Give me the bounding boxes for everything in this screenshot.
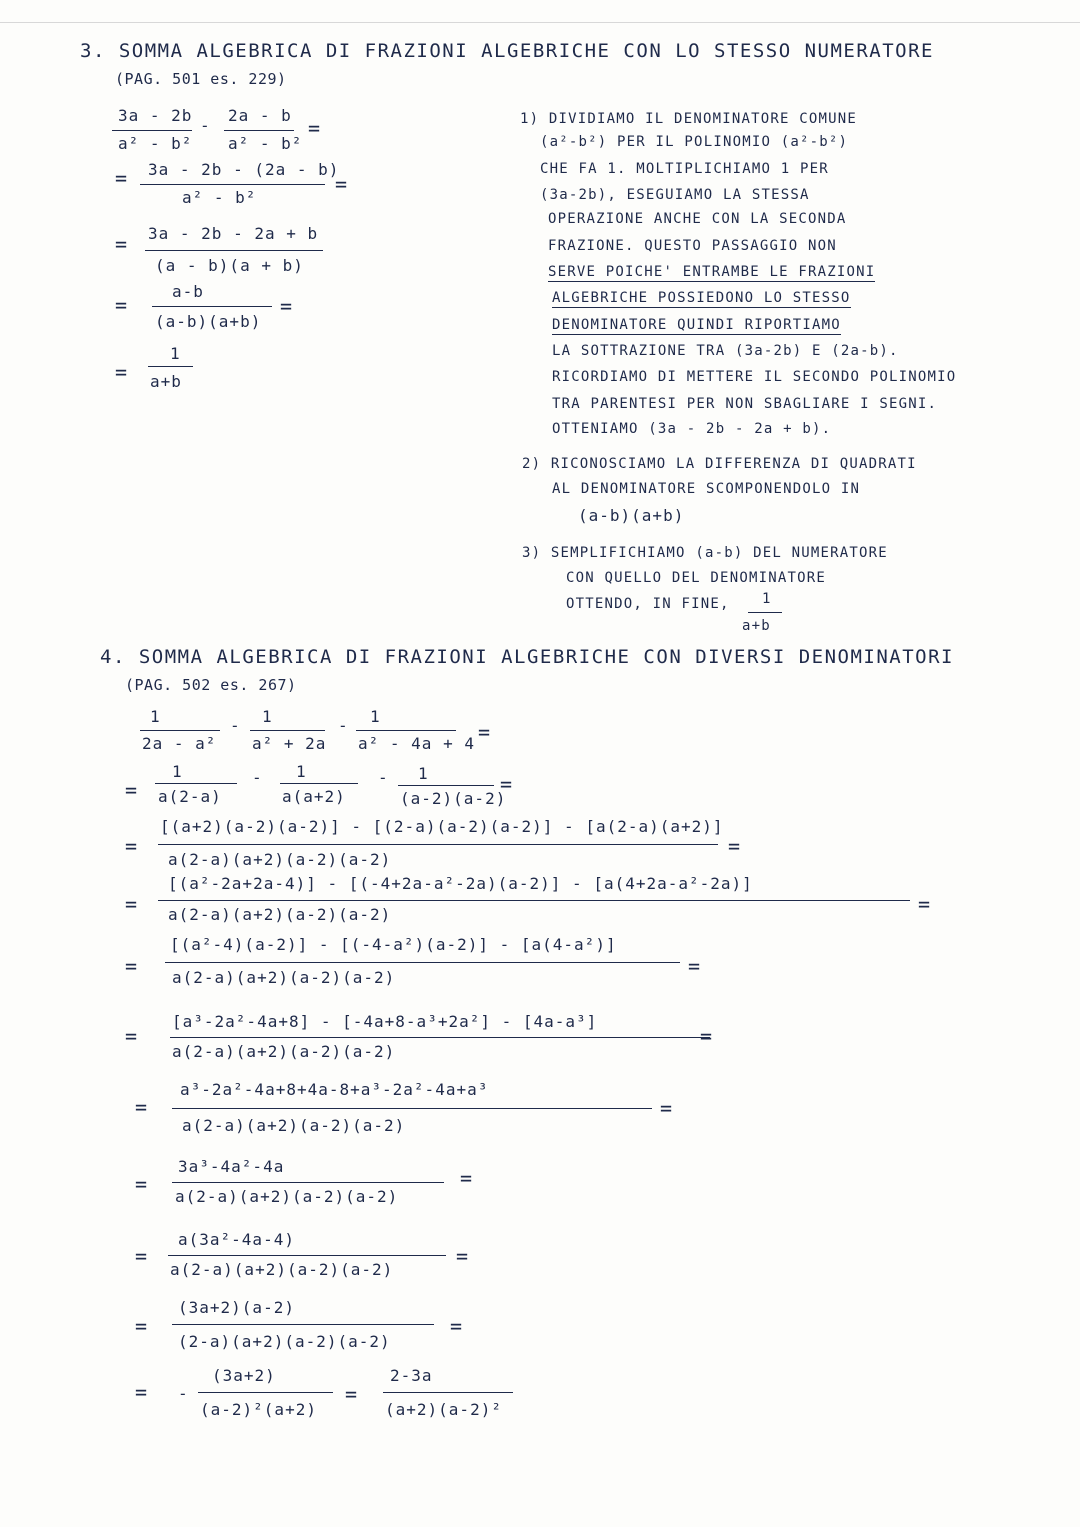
note-line: TRA PARENTESI PER NON SBAGLIARE I SEGNI. (552, 396, 938, 412)
step-bar (158, 900, 910, 901)
step-3-denominator: (a-b)(a+b) (155, 312, 262, 331)
fraction-numerator: 1 (418, 764, 429, 783)
note-line: (a²-b²) PER IL POLINOMIO (a²-b²) (540, 134, 849, 150)
equals-sign: = (115, 293, 128, 317)
step-denominator: a(2-a)(a+2)(a-2)(a-2) (170, 1260, 394, 1279)
equals-sign: = (460, 1166, 473, 1190)
step-numerator: [a³-2a²-4a+8] - [-4a+8-a³+2a²] - [4a-a³] (172, 1012, 598, 1031)
note-line: CON QUELLO DEL DENOMINATORE (566, 570, 826, 586)
step-numerator: (3a+2) (212, 1366, 276, 1385)
note-line: 1) DIVIDIAMO IL DENOMINATORE COMUNE (520, 111, 858, 127)
step-1-numerator: 3a - 2b - (2a - b) (148, 160, 340, 179)
note-line: AL DENOMINATORE SCOMPONENDOLO IN (552, 481, 861, 497)
note-line: (a-b)(a+b) (578, 506, 685, 525)
equals-sign: = (500, 772, 513, 796)
note-line: (3a-2b), ESEGUIAMO LA STESSA (540, 187, 810, 203)
equals-sign: = (115, 166, 128, 190)
minus-sign: - (200, 116, 211, 135)
fraction-numerator: 1 (296, 762, 307, 781)
step-3-bar (152, 306, 272, 307)
section-3-reference: (PAG. 501 es. 229) (115, 70, 287, 88)
step-numerator: [(a+2)(a-2)(a-2)] - [(2-a)(a-2)(a-2)] - [a(2-a)(a+2)] (160, 817, 724, 836)
minus-sign: - (178, 1384, 189, 1403)
fraction-2-bar (224, 130, 294, 131)
step-bar (198, 1392, 333, 1393)
fraction-denominator: a(2-a) (158, 787, 222, 806)
minus-sign: - (252, 768, 263, 787)
equals-sign: = (345, 1382, 358, 1406)
note-line: OTTENIAMO (3a - 2b - 2a + b). (552, 421, 832, 437)
equals-sign: = (280, 294, 293, 318)
equals-sign: = (918, 892, 931, 916)
fraction-bar (356, 730, 456, 731)
equals-sign: = (450, 1314, 463, 1338)
equals-sign: = (728, 834, 741, 858)
minus-sign: - (230, 716, 241, 735)
step-denominator: a(2-a)(a+2)(a-2)(a-2) (175, 1187, 399, 1206)
step-numerator: [(a²-2a+2a-4)] - [(-4+2a-a²-2a)(a-2)] - [a(4+2a-a²-2a)] (168, 874, 753, 893)
step-bar (172, 1324, 434, 1325)
fraction-denominator: a² + 2a (252, 734, 327, 753)
step-numerator: [(a²-4)(a-2)] - [(-4-a²)(a-2)] - [a(4-a²)] (170, 935, 617, 954)
equals-sign: = (125, 834, 138, 858)
fraction-bar (140, 730, 220, 731)
result-bar (148, 366, 193, 367)
fraction-denominator: 2a - a² (142, 734, 217, 753)
note-line: OPERAZIONE ANCHE CON LA SECONDA (548, 211, 847, 227)
step-2-bar (145, 250, 323, 251)
note-result-numerator: 1 (762, 591, 772, 607)
step-denominator: a(2-a)(a+2)(a-2)(a-2) (168, 905, 392, 924)
note-line: OTTENDO, IN FINE, (566, 596, 730, 612)
step-bar (165, 962, 680, 963)
equals-sign: = (456, 1244, 469, 1268)
fraction-denominator: a(a+2) (282, 787, 346, 806)
fraction-1-bar (112, 130, 192, 131)
step-1-denominator: a² - b² (182, 188, 257, 207)
note-line: FRAZIONE. QUESTO PASSAGGIO NON (548, 238, 837, 254)
note-line: 2) RICONOSCIAMO LA DIFFERENZA DI QUADRATI (522, 456, 917, 472)
note-result-bar (748, 612, 782, 613)
step-2-denominator: (a - b)(a + b) (155, 256, 304, 275)
fraction-denominator: a² - 4a + 4 (358, 734, 475, 753)
equals-sign: = (125, 778, 138, 802)
fraction-2-denominator: a² - b² (228, 134, 303, 153)
step-1-bar (140, 184, 325, 185)
fraction-bar (280, 783, 358, 784)
fraction-2-numerator: 2a - b (228, 106, 292, 125)
section-4-title: 4. SOMMA ALGEBRICA DI FRAZIONI ALGEBRICHE CON DIVERSI DENOMINATORI (100, 646, 954, 668)
step-bar (172, 1182, 444, 1183)
equals-sign: = (115, 232, 128, 256)
minus-sign: - (378, 768, 389, 787)
fraction-bar (398, 785, 494, 786)
note-line-underlined: ALGEBRICHE POSSIEDONO LO STESSO (552, 290, 851, 306)
step-bar (172, 1108, 652, 1109)
step-bar (168, 1255, 446, 1256)
equals-sign: = (125, 954, 138, 978)
step-denominator: a(2-a)(a+2)(a-2)(a-2) (172, 968, 396, 987)
step-3-numerator: a-b (172, 282, 204, 301)
step-numerator: a(3a²-4a-4) (178, 1230, 295, 1249)
step-denominator: a(2-a)(a+2)(a-2)(a-2) (172, 1042, 396, 1061)
fraction-numerator: 1 (370, 707, 381, 726)
step-bar (170, 1037, 710, 1038)
equals-sign: = (125, 1024, 138, 1048)
equals-sign: = (308, 116, 321, 140)
fraction-bar (155, 783, 237, 784)
fraction-numerator: 1 (172, 762, 183, 781)
section-4-reference: (PAG. 502 es. 267) (125, 676, 297, 694)
equals-sign: = (135, 1244, 148, 1268)
step-denominator: a(2-a)(a+2)(a-2)(a-2) (182, 1116, 406, 1135)
final-denominator: (a+2)(a-2)² (385, 1400, 502, 1419)
note-line: CHE FA 1. MOLTIPLICHIAMO 1 PER (540, 161, 829, 177)
result-denominator: a+b (150, 372, 182, 391)
note-line: 3) SEMPLIFICHIAMO (a-b) DEL NUMERATORE (522, 545, 888, 561)
fraction-denominator: (a-2)(a-2) (400, 789, 507, 808)
section-3-title: 3. SOMMA ALGEBRICA DI FRAZIONI ALGEBRICHE CON LO STESSO NUMERATORE (80, 40, 934, 62)
step-denominator: (a-2)²(a+2) (200, 1400, 317, 1419)
step-bar (158, 844, 718, 845)
step-numerator: (3a+2)(a-2) (178, 1298, 295, 1317)
note-result-denominator: a+b (742, 618, 771, 634)
step-numerator: a³-2a²-4a+8+4a-8+a³-2a²-4a+a³ (180, 1080, 489, 1099)
fraction-numerator: 1 (150, 707, 161, 726)
equals-sign: = (478, 720, 491, 744)
step-2-numerator: 3a - 2b - 2a + b (148, 224, 319, 243)
equals-sign: = (335, 172, 348, 196)
equals-sign: = (135, 1314, 148, 1338)
note-line-underlined: SERVE POICHE' ENTRAMBE LE FRAZIONI (548, 264, 876, 280)
final-numerator: 2-3a (390, 1366, 433, 1385)
step-denominator: a(2-a)(a+2)(a-2)(a-2) (168, 850, 392, 869)
equals-sign: = (700, 1024, 713, 1048)
step-denominator: (2-a)(a+2)(a-2)(a-2) (178, 1332, 391, 1351)
note-line: LA SOTTRAZIONE TRA (3a-2b) E (2a-b). (552, 343, 899, 359)
final-bar (383, 1392, 513, 1393)
result-numerator: 1 (170, 344, 181, 363)
equals-sign: = (125, 892, 138, 916)
equals-sign: = (115, 360, 128, 384)
note-line: RICORDIAMO DI METTERE IL SECONDO POLINOMIO (552, 369, 957, 385)
equals-sign: = (135, 1172, 148, 1196)
step-numerator: 3a³-4a²-4a (178, 1157, 285, 1176)
equals-sign: = (660, 1096, 673, 1120)
fraction-bar (250, 730, 325, 731)
fraction-numerator: 1 (262, 707, 273, 726)
equals-sign: = (135, 1380, 148, 1404)
minus-sign: - (338, 716, 349, 735)
fraction-1-numerator: 3a - 2b (118, 106, 193, 125)
note-line-underlined: DENOMINATORE QUINDI RIPORTIAMO (552, 317, 841, 333)
equals-sign: = (135, 1095, 148, 1119)
fraction-1-denominator: a² - b² (118, 134, 193, 153)
equals-sign: = (688, 954, 701, 978)
page-top-rule (0, 22, 1080, 23)
